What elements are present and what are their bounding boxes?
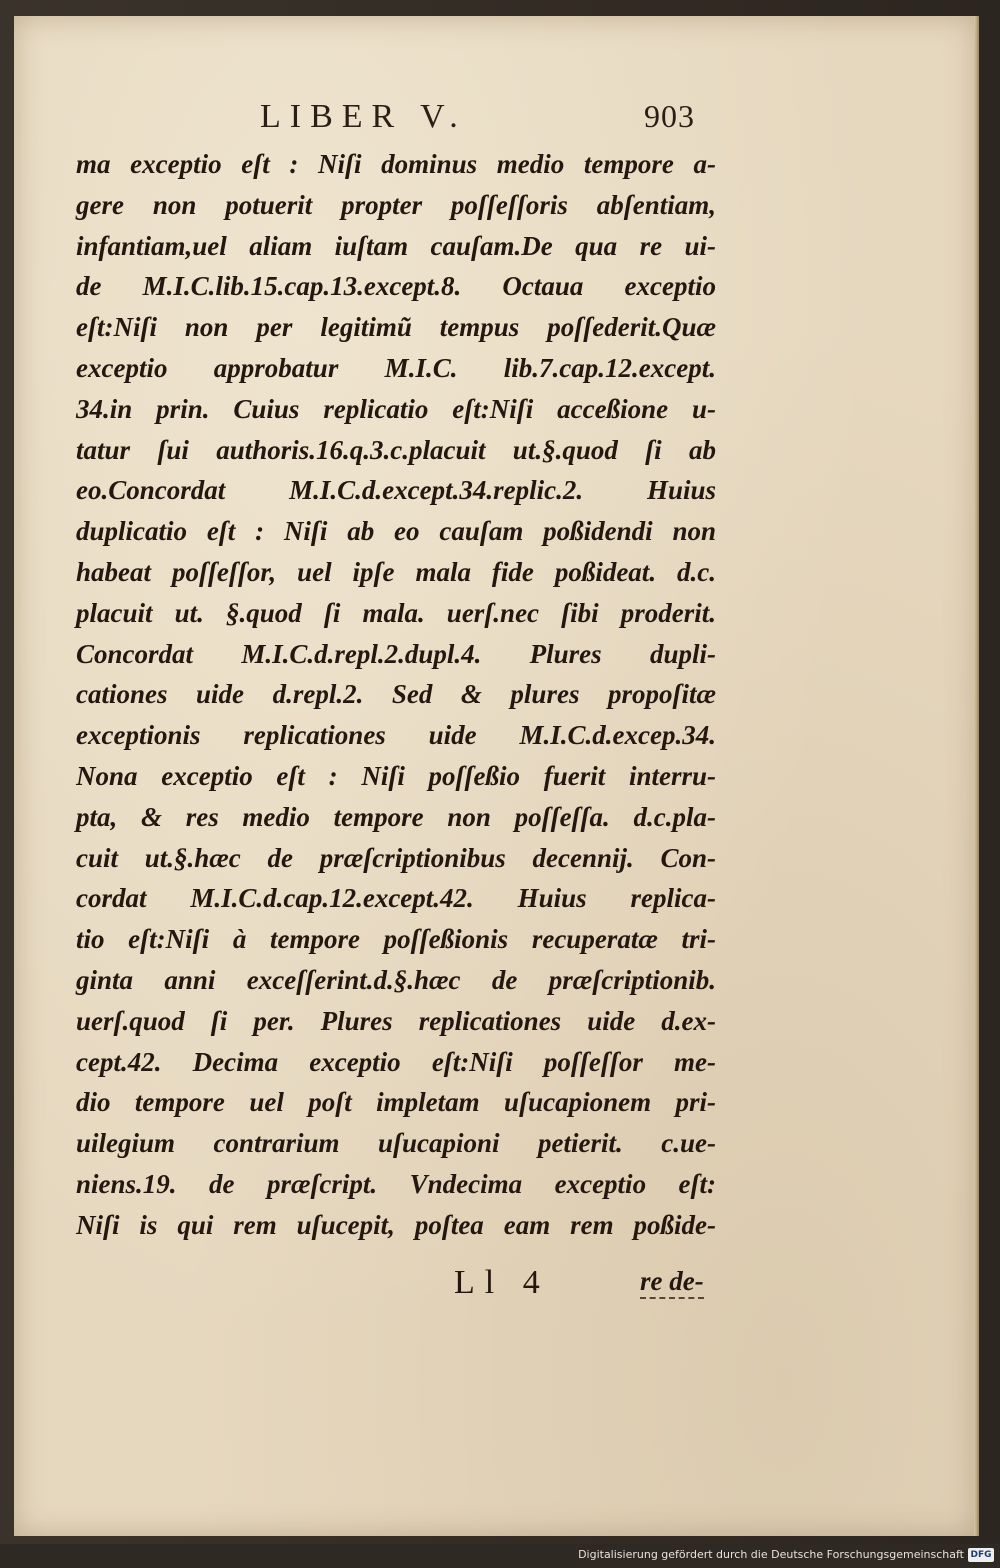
text-line: duplicatio eſt : Niſi ab eo cauſam poßidendi non <box>76 516 716 547</box>
page-edge <box>974 16 979 1536</box>
text-line: Niſi is qui rem uſucepit, poſtea eam rem poßide- <box>76 1209 716 1240</box>
running-head <box>14 98 976 138</box>
text-line: Concordat M.I.C.d.repl.2.dupl.4. Plures dupli- <box>76 638 716 669</box>
signature-mark: Ll 4 <box>454 1264 550 1301</box>
page-number: 903 <box>644 98 695 134</box>
text-line: ginta anni exceſſerint.d.§.hæc de præſcriptionib. <box>76 964 716 995</box>
text-line: pta, & res medio tempore non poſſeſſa. d.c.pla- <box>76 801 716 832</box>
text-line: Nona exceptio eſt : Niſi poſſeßio fuerit interru- <box>76 760 716 791</box>
text-line: eo.Concordat M.I.C.d.except.34.replic.2. Huius <box>76 475 716 506</box>
footer-bar <box>0 1544 1000 1568</box>
text-line: tio eſt:Niſi à tempore poſſeßionis recuperatæ tri- <box>76 924 716 955</box>
text-line: placuit ut. §.quod ſi mala. uerſ.nec ſibi proderit. <box>76 597 716 628</box>
text-line: uilegium contrarium uſucapioni petierit. c.ue- <box>76 1128 716 1159</box>
running-head-title: LIBER V. <box>260 98 467 135</box>
book-page <box>14 16 979 1536</box>
body-text <box>76 144 716 1246</box>
text-line: 34.in prin. Cuius replicatio eſt:Niſi acceßione u- <box>76 393 716 424</box>
text-line: exceptio approbatur M.I.C. lib.7.cap.12.except. <box>76 352 716 383</box>
text-line: cordat M.I.C.d.cap.12.except.42. Huius replica- <box>76 883 716 914</box>
text-line: cationes uide d.repl.2. Sed & plures propoſitæ <box>76 679 716 710</box>
text-line: infantiam,uel aliam iuſtam cauſam.De qua re ui- <box>76 230 716 261</box>
text-line: ma exceptio eſt : Niſi dominus medio tempore a- <box>76 149 716 179</box>
text-line: habeat poſſeſſor, uel ipſe mala fide poßideat. d.c. <box>76 556 716 587</box>
text-line: tatur ſui authoris.16.q.3.c.placuit ut.§.quod ſi ab <box>76 434 716 465</box>
text-line: cept.42. Decima exceptio eſt:Niſi poſſeſſor me- <box>76 1046 716 1077</box>
text-line: uerſ.quod ſi per. Plures replicationes uide d.ex- <box>76 1005 716 1036</box>
text-line: eſt:Niſi non per legitimũ tempus poſſederit.Quæ <box>76 312 716 343</box>
text-line: cuit ut.§.hæc de præſcriptionibus decennij. Con- <box>76 842 716 873</box>
text-line: dio tempore uel poſt impletam uſucapionem pri- <box>76 1087 716 1118</box>
signature-row <box>14 1264 976 1314</box>
catchword: re de- <box>640 1266 704 1299</box>
text-line: exceptionis replicationes uide M.I.C.d.excep.34. <box>76 720 716 751</box>
dfg-logo-icon: DFG <box>968 1548 994 1562</box>
funding-credit: Digitalisierung gefördert durch die Deutsche Forschungsgemeinschaft <box>578 1548 964 1561</box>
text-line: niens.19. de præſcript. Vndecima exceptio eſt: <box>76 1168 716 1199</box>
text-line: de M.I.C.lib.15.cap.13.except.8. Octaua exceptio <box>76 271 716 302</box>
text-line: gere non potuerit propter poſſeſſoris abſentiam, <box>76 189 716 220</box>
